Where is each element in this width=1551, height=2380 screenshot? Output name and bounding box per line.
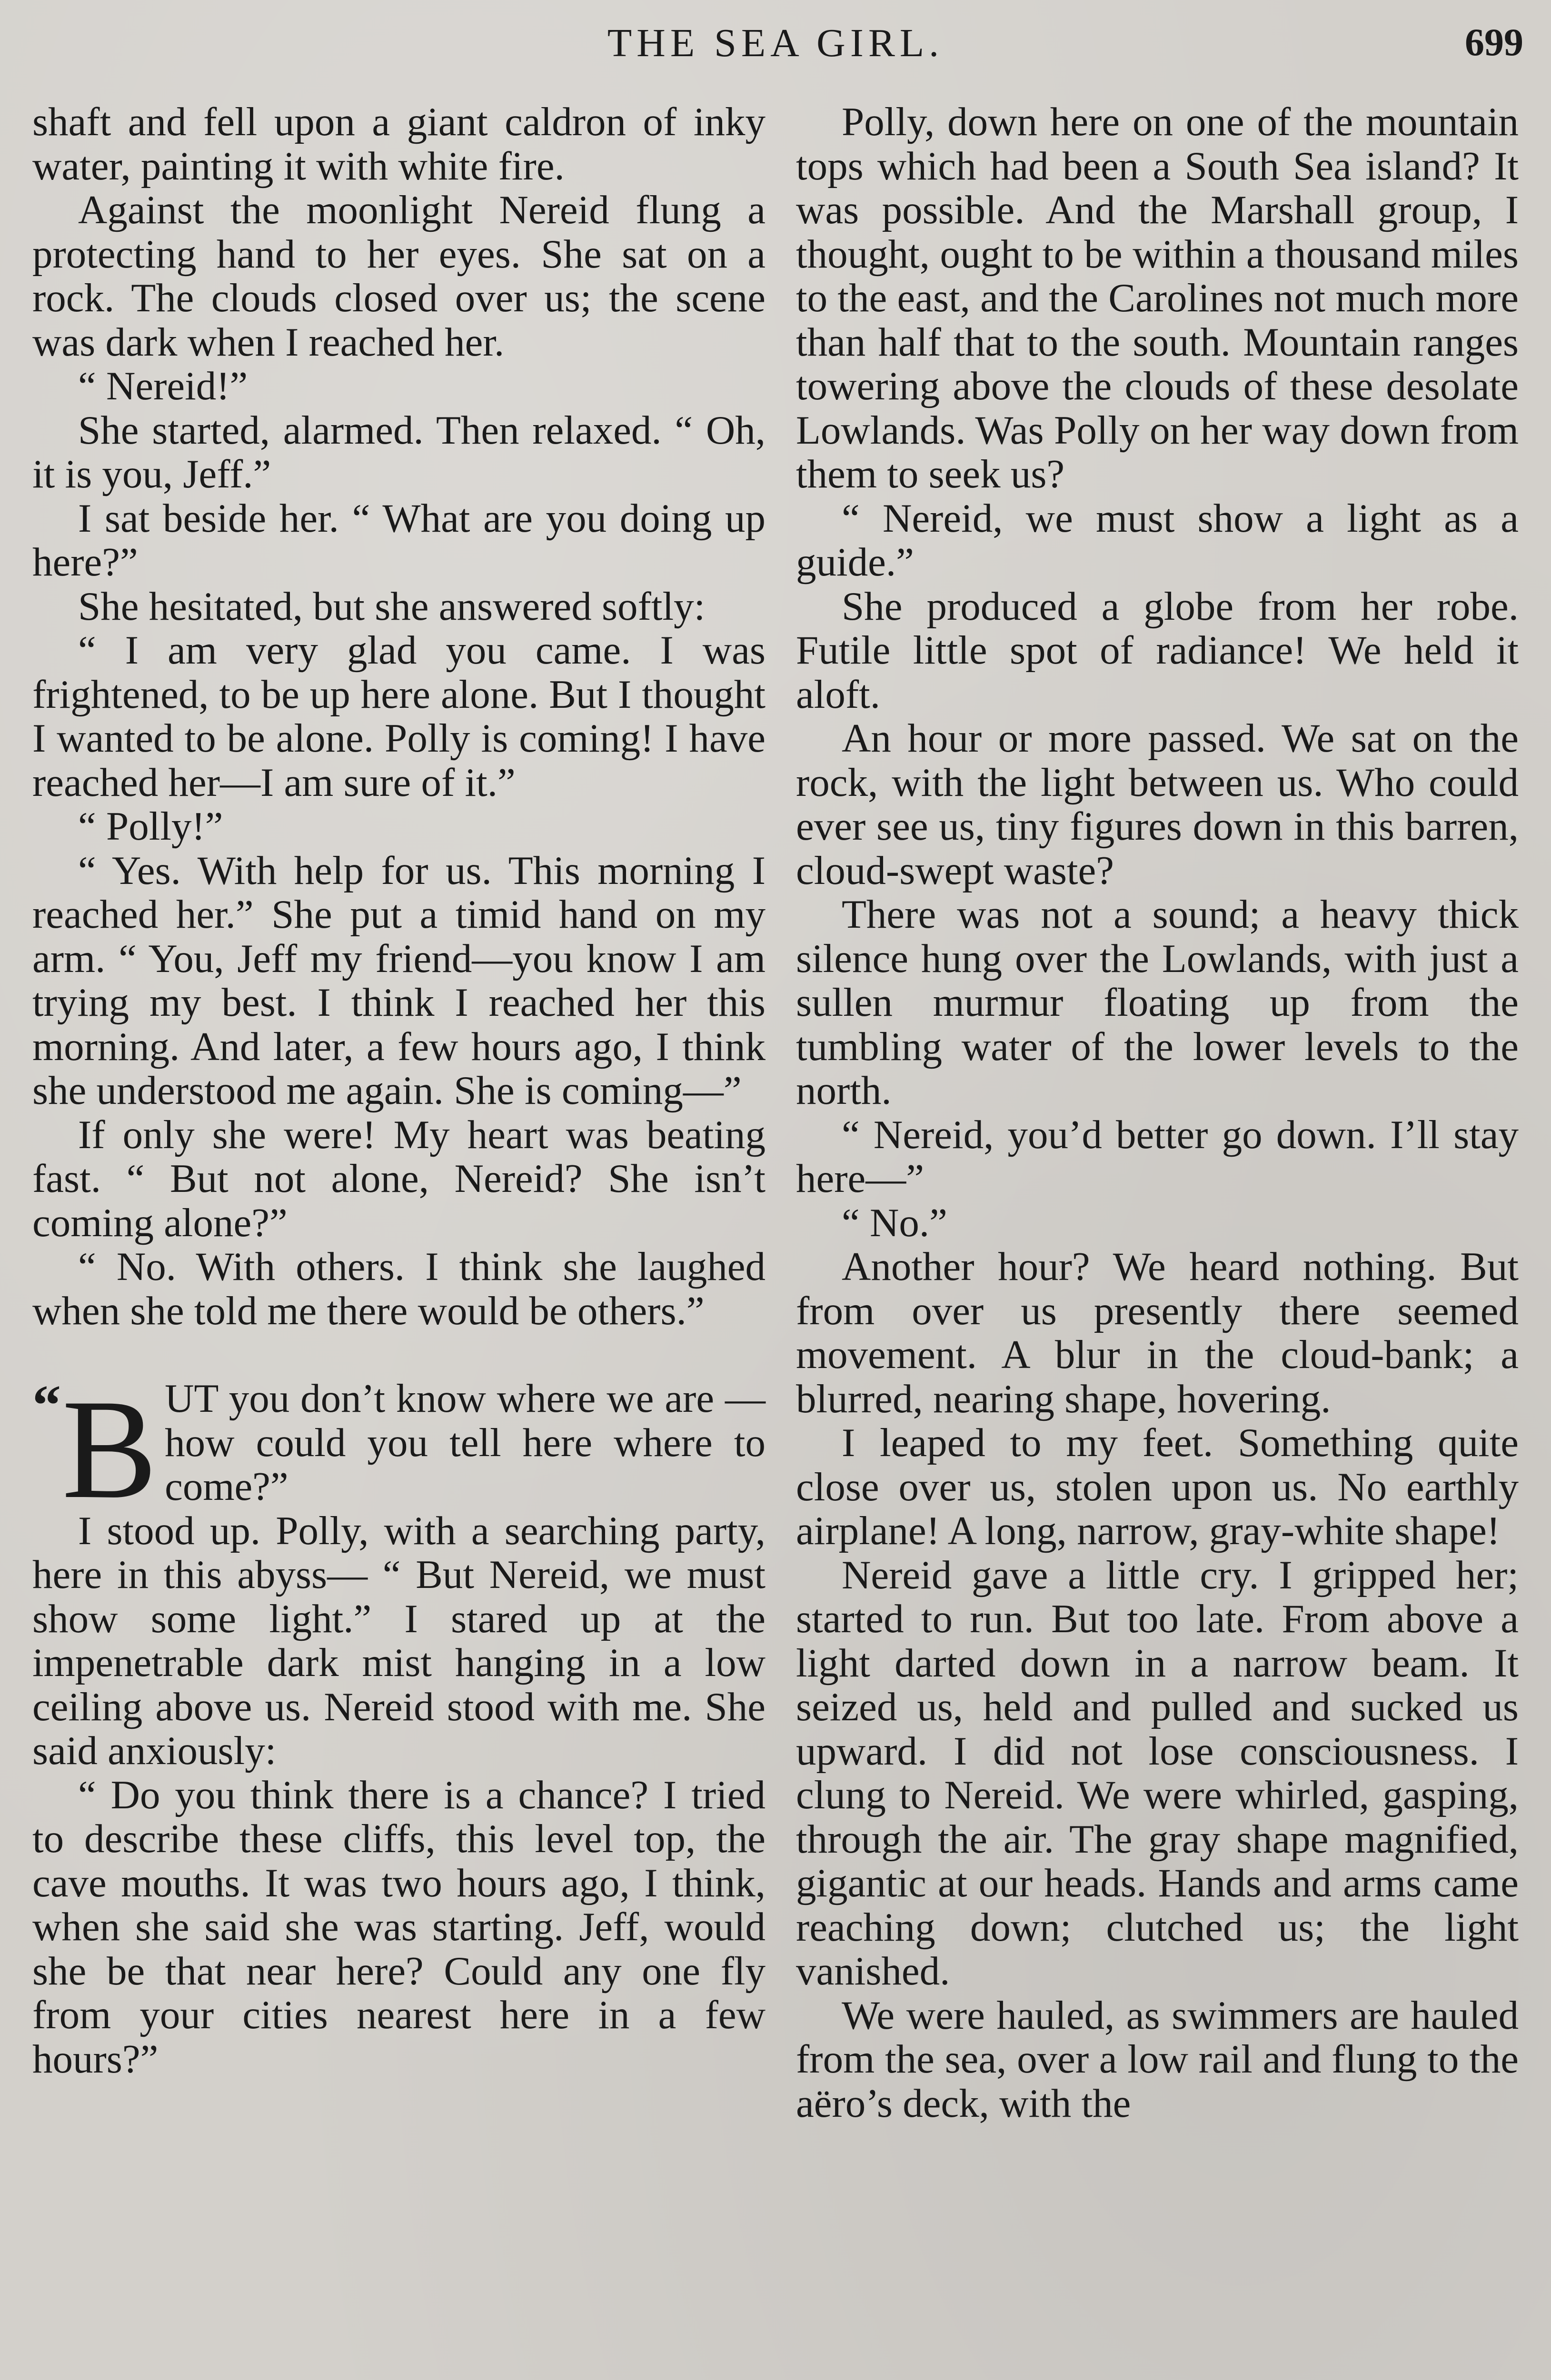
paragraph: I leaped to my feet. Something quite close over us, stolen upon us. No earthly airplane! A long, narrow, gray-white shape!: [796, 1420, 1519, 1553]
paragraph: “ No. With others. I think she laughed when she told me there would be others.”: [32, 1244, 766, 1333]
dropcap-letter: B: [62, 1370, 158, 1528]
paragraph: I stood up. Polly, with a searching party, here in this abyss— “ But Nereid, we must show some light.” I stared up at the impenetrable dark mist hanging in a low ceiling above us. Nereid stood with me. She said anxiously:: [32, 1508, 766, 1773]
paragraph: “ Nereid, you’d better go down. I’ll stay here—”: [796, 1112, 1519, 1201]
paragraph: I sat beside her. “ What are you doing up here?”: [32, 496, 766, 585]
paragraph: “ Nereid, we must show a light as a guide.”: [796, 496, 1519, 585]
paragraph: Nereid gave a little cry. I gripped her; started to run. But too late. From above a light darted down in a narrow beam. It seized us, held and pulled and sucked us upward. I did not lose consciousness. I clung to Nereid. We were whirled, gasping, through the air. The gray shape magnified, gigantic at our heads. Hands and arms came reaching down; clutched us; the light vanished.: [796, 1552, 1519, 1993]
paragraph: Against the moonlight Nereid flung a protecting hand to her eyes. She sat on a rock. The clouds closed over us; the scene was dark when I reached her.: [32, 188, 766, 365]
paragraph: “ Yes. With help for us. This morning I reached her.” She put a timid hand on my arm. “ You, Jeff my friend—you know I am trying my best. I think I reached her this morning. And later, a few hours ago, I think she understood me again. She is coming—”: [32, 848, 766, 1113]
right-column: [796, 100, 1519, 2125]
paragraph: “ Polly!”: [78, 804, 223, 849]
paragraph: shaft and fell upon a giant caldron of inky water, painting it with white fire.: [32, 99, 766, 188]
running-title: THE SEA GIRL.: [607, 21, 944, 65]
dropcap-paragraph-text: UT you don’t know where we are —how could you tell here where to come?”: [165, 1376, 766, 1509]
paragraph: We were hauled, as swimmers are hauled from the sea, over a low rail and flung to the aëro’s deck, with the: [796, 1993, 1519, 2126]
paragraph: An hour or more passed. We sat on the rock, with the light between us. Who could ever see us, tiny figures down in this barren, cloud-swept waste?: [796, 716, 1519, 893]
page-header: [0, 10, 1551, 72]
left-column: [32, 100, 766, 2081]
dropcap-paragraph: [32, 1370, 766, 1528]
paragraph: She produced a globe from her robe. Futile little spot of radiance! We held it aloft.: [796, 584, 1519, 717]
paragraph: “ No.”: [842, 1200, 947, 1245]
paragraph: She hesitated, but she answered softly:: [78, 584, 706, 629]
paragraph: “ Do you think there is a chance? I tried to describe these cliffs, this level top, the cave mouths. It was two hours ago, I think, when she said she was starting. Jeff, would she be that near here? Could any one fly from your cities nearest here in a few hours?”: [32, 1772, 766, 2082]
page-number: 699: [1465, 20, 1523, 64]
paragraph: “ Nereid!”: [78, 364, 248, 408]
paragraph: “ I am very glad you came. I was frightened, to be up here alone. But I thought I wanted to be alone. Polly is coming! I have reached her—I am sure of it.”: [32, 628, 766, 805]
paragraph: She started, alarmed. Then relaxed. “ Oh, it is you, Jeff.”: [32, 407, 766, 496]
paragraph: If only she were! My heart was beating fast. “ But not alone, Nereid? She isn’t coming alone?”: [32, 1112, 766, 1245]
paragraph: Polly, down here on one of the mountain tops which had been a South Sea island? It was possible. And the Marshall group, I thought, ought to be within a thousand miles to the east, and the Carolines not much more than half that to the south. Mountain ranges towering above the clouds of these desolate Lowlands. Was Polly on her way down from them to seek us?: [796, 99, 1519, 496]
paragraph: There was not a sound; a heavy thick silence hung over the Lowlands, with just a sullen murmur floating up from the tumbling water of the lower levels to the north.: [796, 892, 1519, 1113]
paragraph: Another hour? We heard nothing. But from over us presently there seemed movement. A blur in the cloud-bank; a blurred, nearing shape, hovering.: [796, 1244, 1519, 1421]
dropcap-quote: “: [32, 1373, 61, 1437]
